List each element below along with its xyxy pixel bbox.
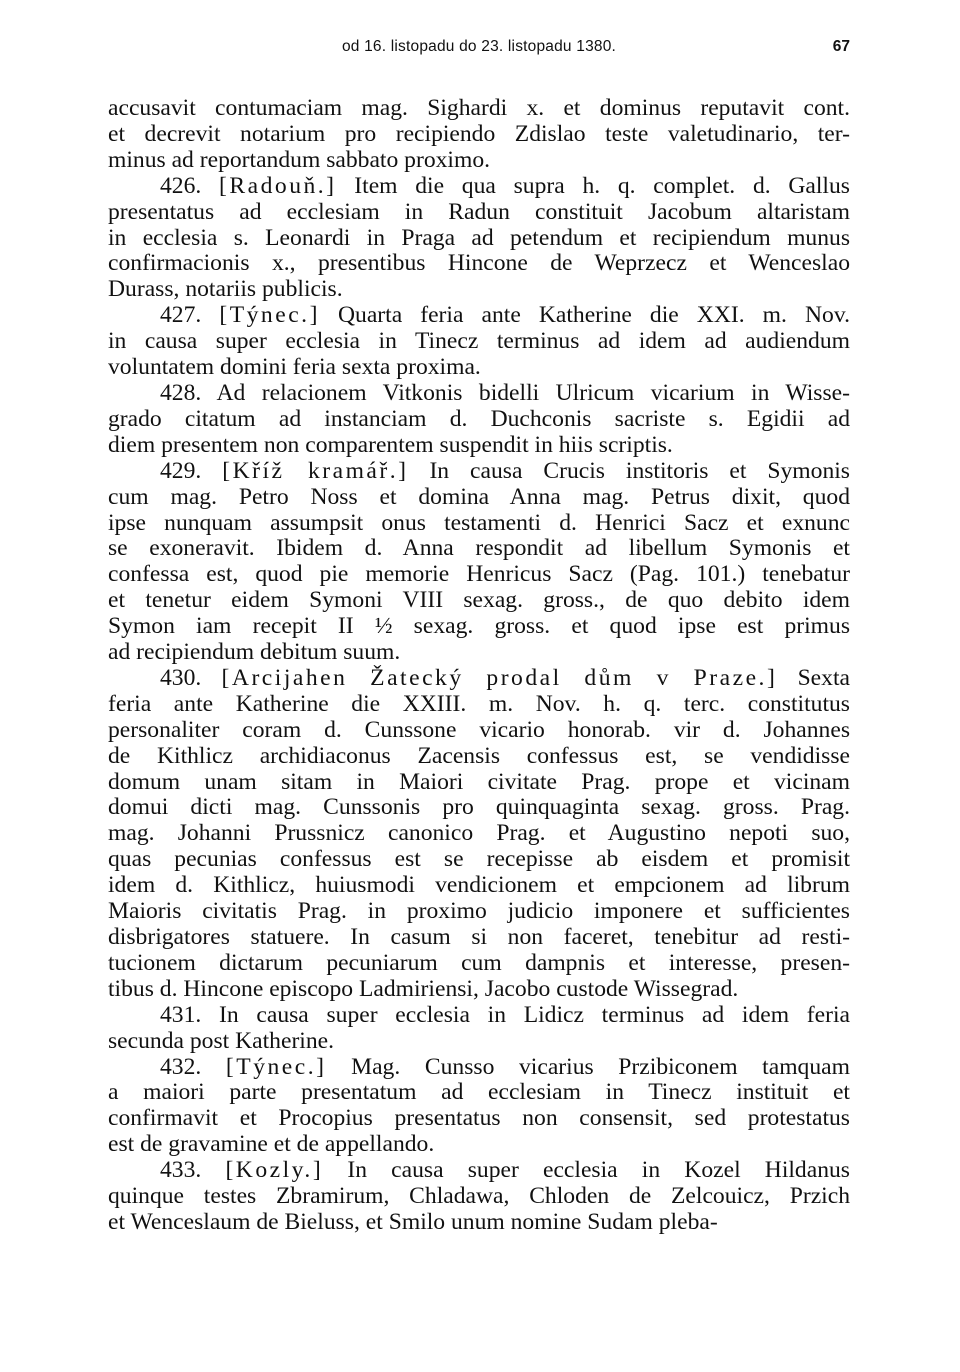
line-text: secunda post Katherine. [108, 1027, 335, 1054]
line-text: est de gravamine et de appellando. [108, 1131, 435, 1158]
line-text: presentatus ad ecclesiam in Radun constituit Jacobum altaristam [108, 198, 850, 225]
line-text: et decrevit notarium pro recipiendo Zdislao teste valetudinario, ter- [108, 120, 850, 147]
text-line [108, 795, 850, 821]
place-name: [Kříž kramář.] [222, 457, 409, 484]
line-text: et Wenceslaum de Bieluss, et Smilo unum nomine Sudam pleba- [108, 1208, 718, 1235]
entry-number: 433. [160, 1157, 202, 1184]
line-text: in causa super ecclesia in Tinecz terminus ad idem ad audiendum [108, 328, 850, 355]
line-text: confessa est, quod pie memorie Henricus Sacz (Pag. 101.) tenebatur [108, 561, 850, 588]
line-text: quinque testes Zbramirum, Chladawa, Chloden de Zelcouicz, Przich [108, 1183, 850, 1210]
paragraph [108, 303, 850, 381]
text-line [108, 614, 850, 640]
place-name: [Týnec.] [219, 302, 320, 329]
line-text: ad recipiendum debitum suum. [108, 639, 401, 666]
text-line [108, 122, 850, 148]
text-line [108, 899, 850, 925]
line-text: quas pecunias confessus est se recepisse ab eisdem et promisit [108, 846, 850, 873]
text-line [108, 666, 850, 692]
line-text: In causa super ecclesia in Lidicz terminus ad idem feria [219, 1001, 851, 1028]
line-text: se exoneravit. Ibidem d. Anna respondit ad libellum Symonis et [108, 535, 850, 562]
paragraph [108, 459, 850, 666]
text-line [108, 562, 850, 588]
line-text: Symon iam recepit II ½ sexag. gross. et quod ipse est primus [108, 613, 850, 640]
text-line [108, 459, 850, 485]
line-text: minus ad reportandum sabbato proximo. [108, 146, 491, 173]
body-text [108, 96, 850, 1236]
line-text: In causa Crucis institoris et Symonis [429, 457, 850, 484]
line-text: confirmacionis x., presentibus Hincone de Weprzecz et Wenceslao [108, 250, 850, 277]
line-text: Quarta feria ante Katherine die XXI. m. Nov. [337, 302, 850, 329]
text-line [108, 96, 850, 122]
text-line [108, 433, 850, 459]
line-text: tibus d. Hincone episcopo Ladmiriensi, Jacobo custode Wissegrad. [108, 975, 739, 1002]
line-text: disbrigatores statuere. In casum si non faceret, tenebitur ad resti- [108, 924, 850, 950]
line-text: domui dicti mag. Cunssonis pro quinquaginta sexag. gross. Prag. [108, 794, 850, 821]
paragraph [108, 174, 850, 304]
place-name: [Kozly.] [225, 1157, 324, 1184]
text-line [108, 1029, 850, 1055]
paragraph [108, 96, 850, 174]
entry-number: 426. [160, 172, 202, 199]
line-text: mag. Johanni Prussnicz canonico Prag. et Augustino nepoti suo, [108, 820, 850, 847]
entry-number: 430. [160, 664, 202, 691]
entry-number: 431. [160, 1001, 202, 1028]
line-text: cum mag. Petro Noss et domina Anna mag. Petrus dixit, quod [108, 483, 850, 510]
text-line [108, 821, 850, 847]
entry-number: 428. [160, 379, 202, 406]
text-line [108, 640, 850, 666]
line-text: in ecclesia s. Leonardi in Praga ad petendum et recipiendum munus [108, 224, 850, 251]
text-line [108, 511, 850, 537]
paragraph [108, 666, 850, 1003]
text-line [108, 744, 850, 770]
line-text: idem d. Kithlicz, huiusmodi vendicionem et empcionem ad librum [108, 872, 850, 899]
place-name: [Arcijahen Žatecký prodal dům v Praze.] [221, 664, 778, 691]
line-text: accusavit contumaciam mag. Sighardi x. et dominus reputavit cont. [108, 95, 850, 121]
text-line [108, 200, 850, 226]
text-line [108, 977, 850, 1003]
line-text: de Kithlicz archidiaconus Zacensis confessus est, se vendidisse [108, 742, 850, 769]
text-line [108, 251, 850, 277]
text-line [108, 1080, 850, 1106]
line-text: ipse nunquam assumpsit onus testamenti d. Henrici Sacz et exnunc [108, 509, 850, 536]
header-title: od 16. listopadu do 23. listopadu 1380. [341, 38, 617, 55]
place-name: [Radouň.] [219, 172, 337, 199]
text-line [108, 925, 850, 951]
line-text: personaliter coram d. Cunssone vicario honorab. vir d. Johannes [108, 716, 850, 743]
text-line [108, 1158, 850, 1184]
text-line [108, 536, 850, 562]
place-name: [Týnec.] [225, 1053, 327, 1080]
line-text: diem presentem non comparentem suspendit in hiis scriptis. [108, 431, 673, 458]
entry-number: 427. [160, 302, 202, 329]
entry-number: 432. [160, 1053, 202, 1080]
line-text: feria ante Katherine die XXIII. m. Nov. h. q. terc. constitutus [108, 690, 850, 717]
text-line [108, 1106, 850, 1132]
line-text: Durass, notariis publicis. [108, 276, 343, 303]
line-text: grado citatum ad instanciam d. Duchconis sacriste s. Egidii ad [108, 405, 850, 432]
line-text: Mag. Cunsso vicarius Przibiconem tamquam [351, 1053, 850, 1080]
paragraph [108, 1158, 850, 1236]
line-text: a maiori parte presentatum ad ecclesiam in Tinecz instituit et [108, 1079, 850, 1106]
text-line [108, 847, 850, 873]
text-line [108, 1210, 850, 1236]
text-line [108, 770, 850, 796]
text-line [108, 692, 850, 718]
line-text: Sexta [797, 664, 850, 691]
text-line [108, 1055, 850, 1081]
text-line [108, 588, 850, 614]
line-text: domum unam sitam in Maiori civitate Prag. prope et vicinam [108, 768, 850, 795]
text-line [108, 951, 850, 977]
text-line [108, 329, 850, 355]
text-line [108, 148, 850, 174]
text-line [108, 873, 850, 899]
text-line [108, 355, 850, 381]
line-text: Item die qua supra h. q. complet. d. Gallus [354, 172, 850, 199]
paragraph [108, 1055, 850, 1159]
line-text: et tenetur eidem Symoni VIII sexag. gross., de quo debito idem [108, 587, 850, 614]
line-text: Ad relacionem Vitkonis bidelli Ulricum vicarium in Wisse- [216, 379, 850, 406]
running-header [108, 38, 850, 66]
text-line [108, 1184, 850, 1210]
line-text: tucionem dictarum pecuniarum cum dampnis et interesse, presen- [108, 949, 850, 976]
text-line [108, 174, 850, 200]
text-line [108, 277, 850, 303]
line-text: confirmavit et Procopius presentatus non consensit, sed protestatus [108, 1105, 850, 1132]
paragraph [108, 381, 850, 459]
paragraph [108, 1003, 850, 1055]
text-line [108, 226, 850, 252]
text-line [108, 303, 850, 329]
line-text: voluntatem domini feria sexta proxima. [108, 354, 481, 381]
line-text: Maioris civitatis Prag. in proximo judicio imponere et sufficientes [108, 898, 850, 925]
line-text: In causa super ecclesia in Kozel Hildanus [347, 1157, 850, 1184]
text-line [108, 407, 850, 433]
text-line [108, 1132, 850, 1158]
entry-number: 429. [160, 457, 202, 484]
text-line [108, 485, 850, 511]
text-line [108, 381, 850, 407]
text-line [108, 718, 850, 744]
text-line [108, 1003, 850, 1029]
page-number: 67 [832, 38, 850, 55]
